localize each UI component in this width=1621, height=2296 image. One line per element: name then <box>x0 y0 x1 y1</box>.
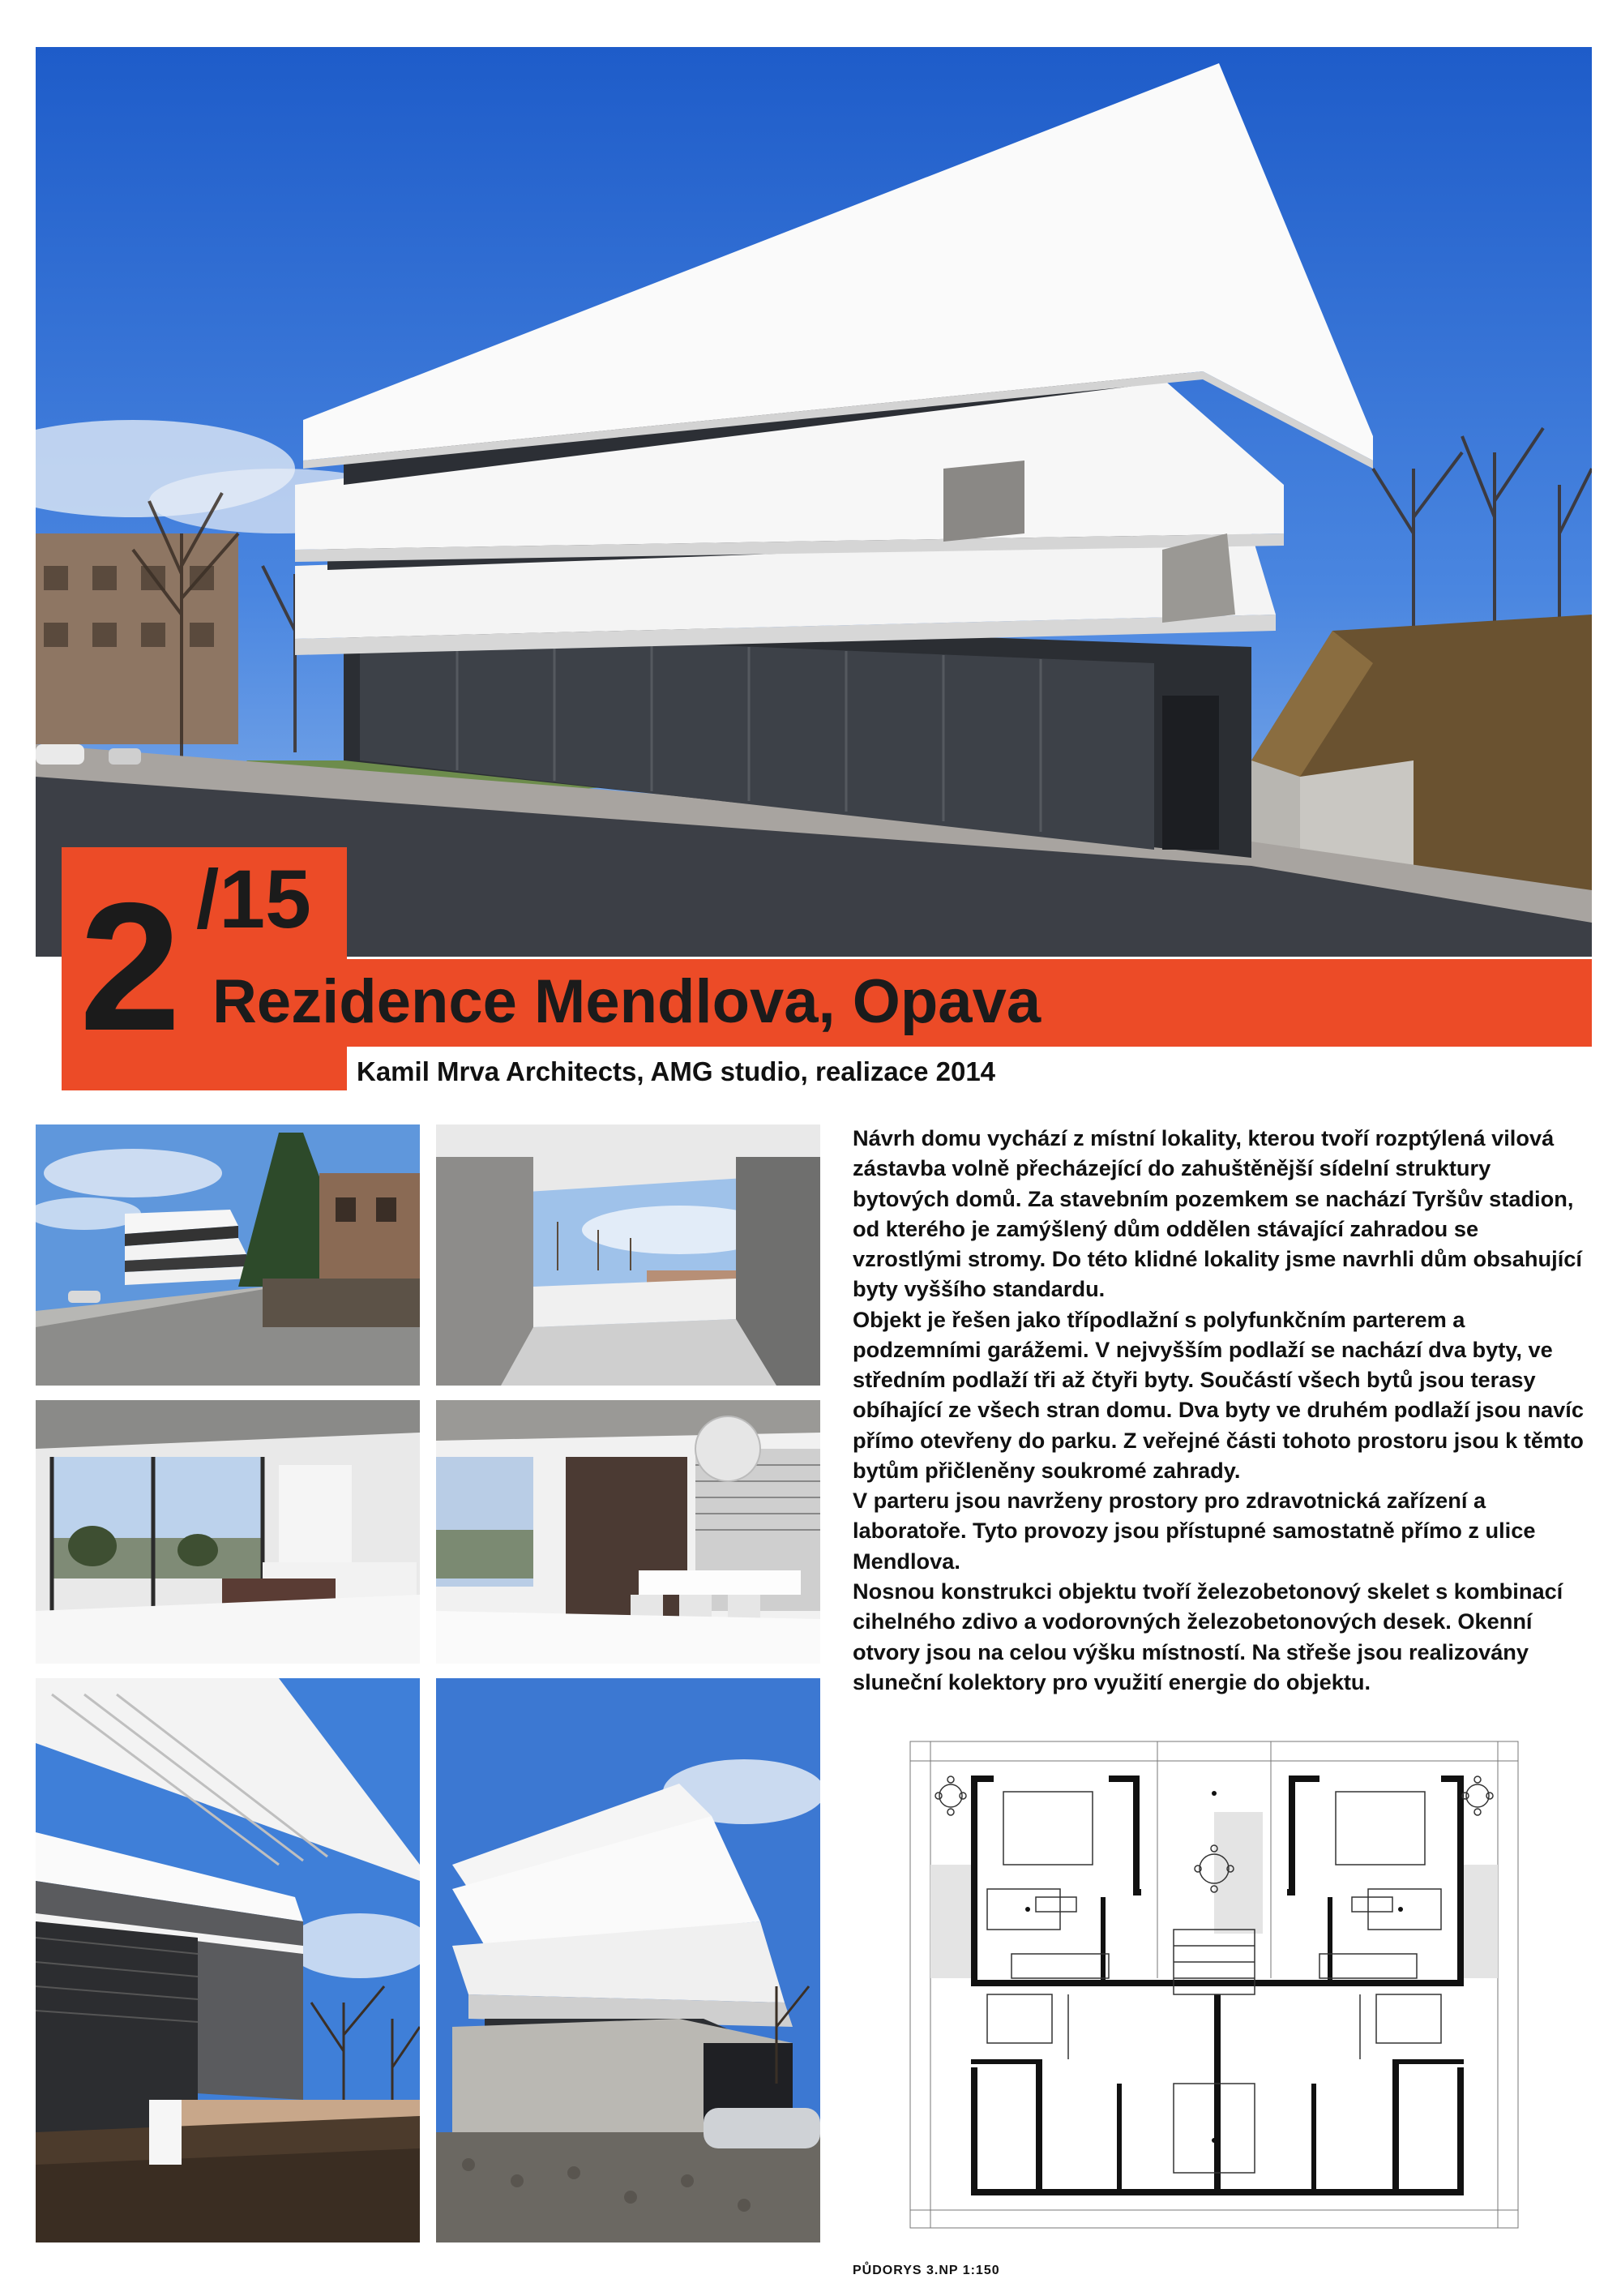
photo-side-view <box>436 1678 820 2242</box>
project-authors: Kamil Mrva Architects, AMG studio, realizace 2014 <box>357 1056 996 1086</box>
project-description <box>853 1123 1590 1697</box>
description-paragraph: V parteru jsou navrženy prostory pro zdravotnická zařízení a laboratoře. Tyto provozy jsou přístupné samostatně přímo z ulice Mendlova. <box>853 1488 1536 1574</box>
photo-street-view <box>36 1124 420 1386</box>
photo-facade-detail <box>36 1678 420 2242</box>
plan-caption: PŮDORYS 3.NP 1:150 <box>853 2264 1000 2277</box>
photo-terrace-view <box>436 1124 820 1386</box>
description-paragraph: Objekt je řešen jako třípodlažní s polyfunkčním parterem a podzemními garážemi. V nejvyšším podlaží se nachází dva byty, ve středním podlaží tři až čtyři byty. Součástí všech bytů jsou terasy obíhající ze všech stran domu. Dva byty ve druhém podlaží jsou navíc přímo otevřeny do parku. Z veřejné části tohoto prostoru jsou k těmto bytům přičleněny soukromé zahrady. <box>853 1306 1584 1483</box>
photo-living-room <box>36 1400 420 1664</box>
description-paragraph: Návrh domu vychází z místní lokality, kterou tvoří rozptýlená vilová zástavba volně přecházející do zahuštěnější sídelní struktury bytových domů. Za stavebním pozemkem se nachází Tyršův stadion, od kterého je zamýšlený dům oddělen stávající zahradou se vzrostlými stromy. Do této klidné lokality jsme navrhli dům obsahující byty vyššího standardu. <box>853 1125 1582 1302</box>
photo-dining-room <box>436 1400 820 1664</box>
project-title: Rezidence Mendlova, Opava <box>212 967 1041 1036</box>
floor-plan-drawing <box>906 1735 1522 2238</box>
project-number: 2 <box>79 864 177 1069</box>
description-paragraph: Nosnou konstrukci objektu tvoří železobetonový skelet s kombinací cihelného zdivo a vodorovných železobetonových desek. Okenní otvory jsou na celou výšku místností. Na střeše jsou realizovány sluneční kolektory pro využití energie do objektu. <box>853 1578 1563 1694</box>
hero-photo <box>36 47 1592 957</box>
project-number-suffix: /15 <box>196 853 311 945</box>
